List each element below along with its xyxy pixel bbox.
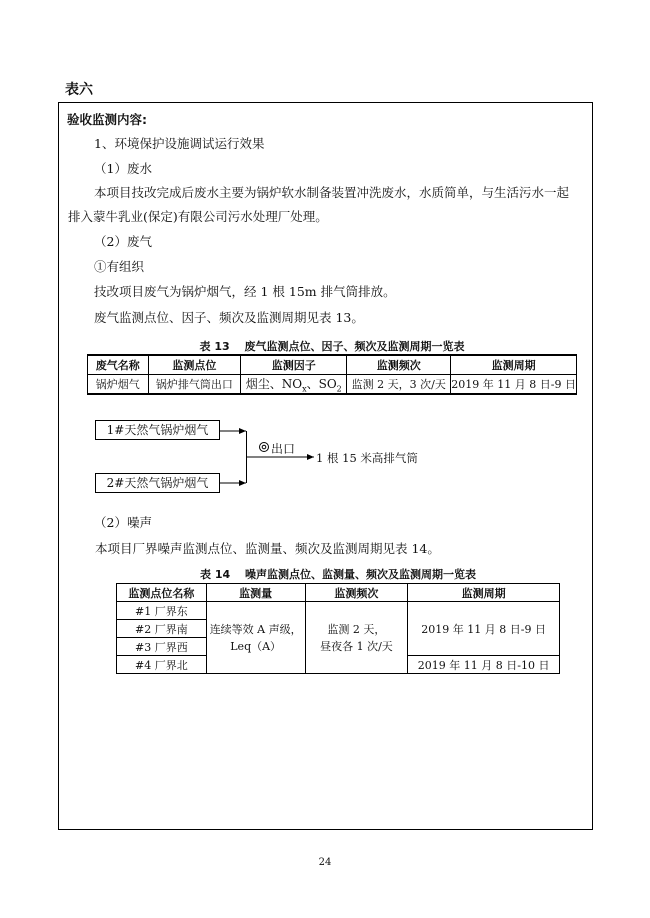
factor-prefix: 烟尘、NO [245,376,303,391]
boiler-2-flue-gas-box: 2#天然气锅炉烟气 [95,473,220,493]
table14-period-cell: 2019 年 11 月 8 日-10 日 [408,656,560,674]
table14-header-cell: 监测周期 [408,584,560,602]
table14 [116,583,560,674]
frequency-line1: 监测 2 天， [327,622,386,636]
table14-header-cell: 监测量 [206,584,305,602]
table14-header-row [117,584,560,602]
table13-header-cell: 监测周期 [451,355,577,374]
page-number: 24 [318,857,332,868]
table13-header-cell: 监测因子 [241,355,347,374]
noise-heading: （2）噪声 [94,515,152,530]
table13-cell-name: 锅炉烟气 [88,374,149,394]
waste-gas-heading: （2）废气 [94,234,152,249]
waste-gas-text-line2: 废气监测点位、因子、频次及监测周期见表 13。 [94,310,364,325]
table14-quantity-cell [206,602,305,674]
table14-point-cell: #4 厂界北 [117,656,207,674]
table13-cell-period: 2019 年 11 月 8 日-9 日 [451,374,577,394]
table13-header-cell: 废气名称 [88,355,149,374]
table13-header-cell: 监测点位 [148,355,241,374]
table14-header-cell: 监测点位名称 [117,584,207,602]
stack-label: 1 根 15 米高排气筒 [316,451,418,465]
quantity-line1: 连续等效 A 声级， [209,622,302,636]
factor-subscript-x: x [302,383,307,393]
table14-point-cell: #3 厂界西 [117,638,207,656]
table14-point-cell: #1 厂界东 [117,602,207,620]
table14-frequency-cell [305,602,408,674]
organized-emission-heading: ①有组织 [94,259,145,274]
boiler-1-flue-gas-box: 1#天然气锅炉烟气 [95,420,220,440]
table14-period-cell: 2019 年 11 月 8 日-9 日 [408,602,560,656]
table-row [117,602,560,620]
wastewater-text-line1: 本项目技改完成后废水主要为锅炉软水制备装置冲洗废水，水质简单，与生活污水一起 [94,185,570,200]
noise-text: 本项目厂界噪声监测点位、监测量、频次及监测周期见表 14。 [95,541,440,556]
factor-subscript-2: 2 [336,383,342,393]
outlet-label: 出口 [271,442,296,456]
monitoring-heading: 验收监测内容: [67,112,147,127]
waste-gas-text-line1: 技改项目废气为锅炉烟气，经 1 根 15m 排气筒排放。 [94,284,396,299]
factor-middle: 、SO [306,376,337,391]
table13-cell-location: 锅炉排气筒出口 [148,374,241,394]
table14-header-cell: 监测频次 [305,584,408,602]
section-title: 表六 [65,82,93,98]
item-1-heading: 1、环境保护设施调试运行效果 [94,136,265,151]
frequency-line2: 昼夜各 1 次/天 [320,639,393,653]
table14-point-cell: #2 厂界南 [117,620,207,638]
wastewater-text-line2: 排入蒙牛乳业(保定)有限公司污水处理厂处理。 [68,209,328,224]
table13-header-cell: 监测频次 [347,355,451,374]
table14-caption: 表 14 噪声监测点位、监测量、频次及监测周期一览表 [200,568,476,581]
wastewater-heading: （1）废水 [94,161,152,176]
table13-caption: 表 13 废气监测点位、因子、频次及监测周期一览表 [199,340,465,353]
quantity-line2: Leq（A） [230,639,282,653]
outlet-monitor-icon [260,443,269,452]
table13-cell-frequency: 监测 2 天，3 次/天 [347,374,451,394]
